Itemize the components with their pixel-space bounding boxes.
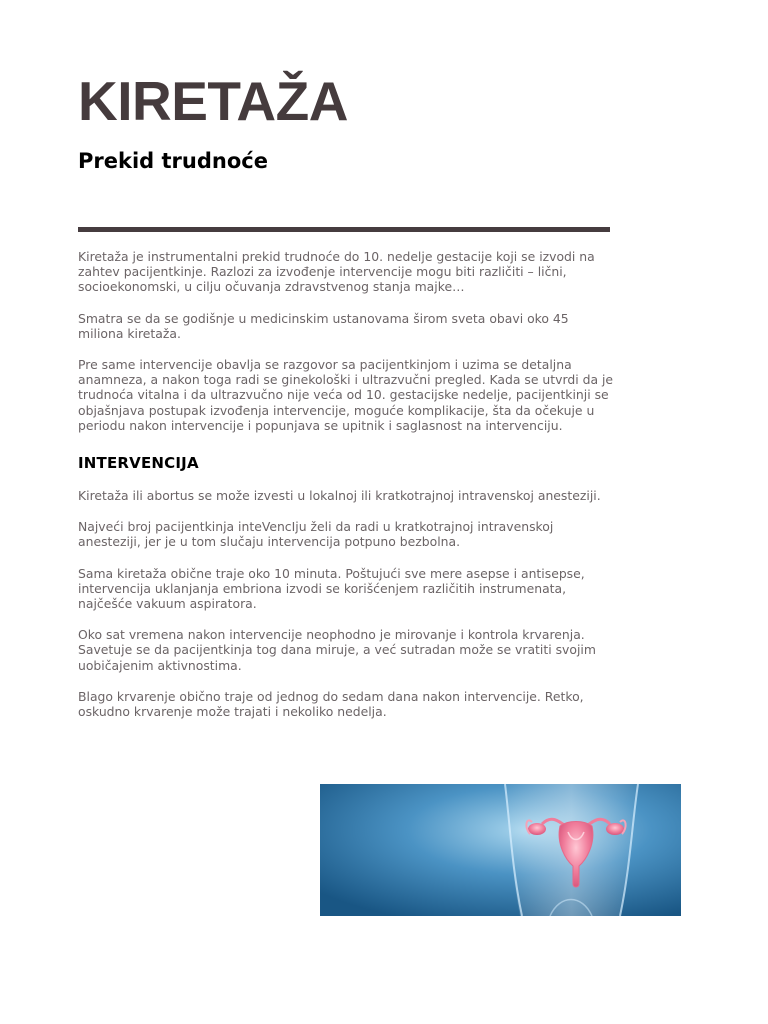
section-heading-intervention: INTERVENCIJA <box>78 454 199 473</box>
page-subtitle: Prekid trudnoće <box>78 149 268 173</box>
uterus-illustration-icon <box>320 784 681 916</box>
page-title: KIRETAŽA <box>78 70 348 132</box>
intervention-paragraph: Blago krvarenje obično traje od jednog do sedam dana nakon intervencije. Retko, oskudno krvarenje može trajati i nekoliko nedelja. <box>78 688 584 720</box>
intervention-paragraph: Oko sat vremena nakon intervencije neophodno je mirovanje i kontrola krvarenja. Savetuje se da pacijentkinja tog dana miruje, a već sutradan može se vratiti svojim uobičajenim aktivnostima. <box>78 627 596 673</box>
article-body <box>78 249 618 735</box>
intervention-paragraph: Kiretaža ili abortus se može izvesti u lokalnoj ili kratkotrajnoj intravenskoj anesteziji. <box>78 488 601 504</box>
intro-paragraph: Pre same intervencije obavlja se razgovor sa pacijentkinjom i uzima se detaljna anamneza, a nakon toga radi se ginekološki i ultrazvučni pregled. Kada se utvrdi da je trudnoća vitalna i da ultrazvučno nije veća od 10. gestacijske nedelje, pacijentkinji se objašnjava postupak izvođenja intervencije, moguće komplikacije, šta da očekuje u periodu nakon intervencije i popunjava se upitnik i saglasnost na intervenciju. <box>78 357 614 433</box>
intervention-paragraph: Sama kiretaža obične traje oko 10 minuta. Poštujući sve mere asepse i antisepse, intervencija uklanjanja embriona izvodi se korišćenjem različitih instrumenata, najčešće vakuum aspiratora. <box>78 565 585 612</box>
intro-paragraph: Smatra se da se godišnje u medicinskim ustanovama širom sveta obavi oko 45 miliona kiretaža. <box>78 310 569 341</box>
intervention-paragraph: Najveći broj pacijentkinja inteVencIju želi da radi u kratkotrajnoj intravenskoj anesteziji, jer je u tom slučaju intervencija potpuno bezbolna. <box>78 519 554 550</box>
title-divider <box>78 227 610 232</box>
intro-paragraph: Kiretaža je instrumentalni prekid trudnoće do 10. nedelje gestacije koji se izvodi na zahtev pacijentkinje. Razlozi za izvođenje intervencije mogu biti različiti – lični, socioekonomski, u cilju očuvanja zdravstvenog stanja majke… <box>78 249 595 295</box>
